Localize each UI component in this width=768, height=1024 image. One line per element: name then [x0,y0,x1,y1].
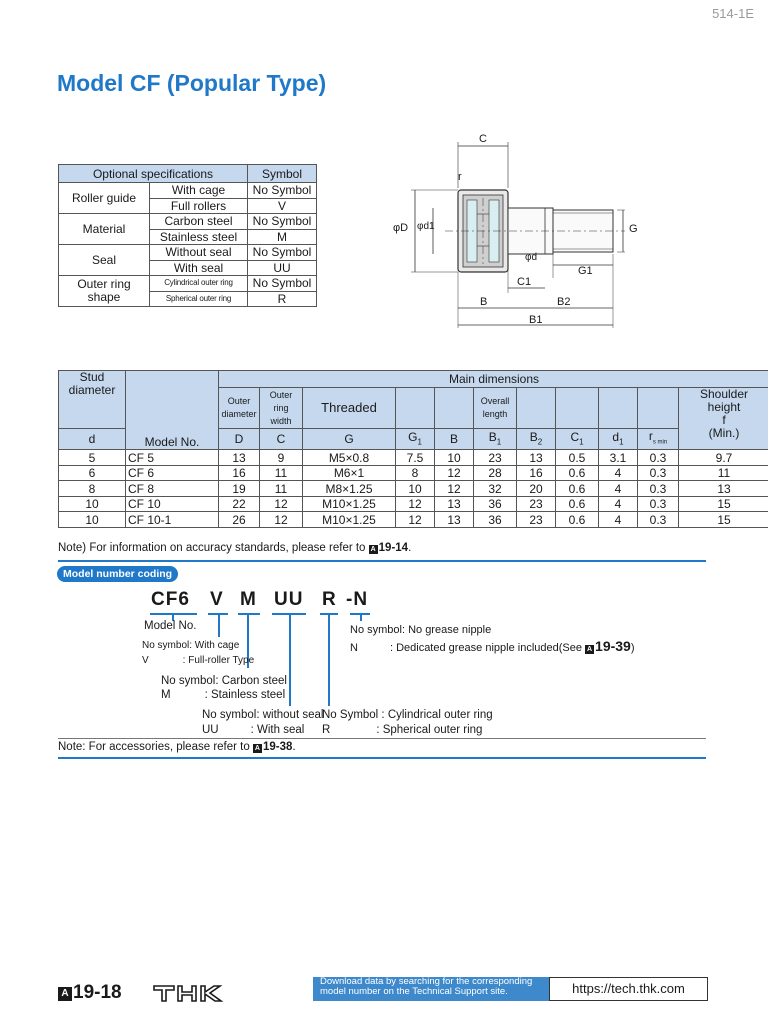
table-cell: 10 [59,496,126,512]
ref-link[interactable]: 19-39 [595,638,631,654]
table-cell: M10×1.25 [303,496,396,512]
code-uu: UU [274,589,304,610]
table-cell: 36 [474,512,517,528]
col-d: d [59,429,126,450]
table-cell: 0.3 [638,481,679,497]
table-cell: 12 [435,465,474,481]
col-C: C [260,429,303,450]
table-cell: 11 [679,465,768,481]
table-cell: 4 [599,512,638,528]
note-accuracy: Note) For information on accuracy standards, please refer to A 19-14. [58,542,412,554]
table-cell: 11 [260,481,303,497]
table-cell: 0.6 [556,465,599,481]
table-cell: 4 [599,496,638,512]
table-cell: 8 [396,465,435,481]
table-cell: 23 [474,450,517,466]
table-row [59,496,768,512]
label-r: r [458,171,462,183]
col-model-no: Model No. [126,371,219,450]
table-cell: 16 [517,465,556,481]
cage-line1: No symbol: With cage [142,640,240,651]
main-dimensions-header: Main dimensions [219,371,768,388]
table-cell: 3.1 [599,450,638,466]
opt-symbol: V [248,198,317,214]
table-cell: 0.3 [638,450,679,466]
table-cell: 19 [219,481,260,497]
label-B: B [480,296,488,308]
opt-item: Stainless steel [150,229,248,245]
blank [599,388,638,429]
table-cell: 12 [396,512,435,528]
code-r: R [322,589,337,610]
material-line2: M : Stainless steel [161,689,286,701]
connector [360,613,362,621]
divider [58,738,706,739]
table-cell: 23 [517,512,556,528]
opt-item: Spherical outer ring [150,291,248,307]
label-C: C [479,133,487,145]
document-number: 514-1E [712,6,754,21]
table-cell: 8 [59,481,126,497]
table-cell: 4 [599,465,638,481]
outer-width-label: Outer ring width [260,388,303,429]
label-phiD: φD [393,222,409,234]
catalog-ref-icon: A [370,546,376,553]
table-cell: 0.5 [556,450,599,466]
opt-item: Without seal [150,245,248,261]
code-v: V [210,589,224,610]
dimensions-table [58,370,768,528]
stud-l2: diameter [68,383,116,397]
opt-symbol: UU [248,260,317,276]
col-d1: $d_1$ [599,429,638,450]
opt-item: With seal [150,260,248,276]
opt-symbol: M [248,229,317,245]
overall-length-label: Overall length [474,388,517,429]
divider [58,757,706,759]
opt-symbol: No Symbol [248,214,317,230]
label-phid: φd [525,252,538,263]
table-cell: 0.3 [638,465,679,481]
opt-group-line1: Outer ring [77,277,131,291]
table-cell: 12 [260,512,303,528]
table-cell: CF 10 [126,496,219,512]
table-cell: CF 6 [126,465,219,481]
table-cell: 13 [435,512,474,528]
table-row [59,450,768,466]
table-cell: 4 [599,481,638,497]
connector [328,613,330,706]
page-number: A 19-18 [58,982,122,1004]
divider [58,560,706,562]
download-line2: model number on the Technical Support site. [320,986,508,997]
seal-line2: UU : With seal [202,724,305,736]
ring-line1: No Symbol : Cylindrical outer ring [322,709,493,721]
table-cell: 12 [260,496,303,512]
table-cell: 36 [474,496,517,512]
label-G: G [629,223,638,235]
table-cell: 0.3 [638,512,679,528]
table-cell: 10 [59,512,126,528]
seal-line1: No symbol: without seal [202,709,324,721]
table-cell: 13 [435,496,474,512]
shoulder-height-label: Shoulder height f (Min.) [679,388,768,450]
blank [396,388,435,429]
table-cell: 9.7 [679,450,768,466]
table-cell: 7.5 [396,450,435,466]
connector [218,613,220,637]
table-cell: 9 [260,450,303,466]
nipple-line1: No symbol: No grease nipple [350,624,492,636]
table-cell: M6×1 [303,465,396,481]
table-cell: 10 [396,481,435,497]
support-url-link[interactable]: https://tech.thk.com [549,977,708,1001]
table-cell: 28 [474,465,517,481]
model-number-coding-badge: Model number coding [57,566,178,582]
stud-l1: Stud [79,370,105,384]
table-cell: 22 [219,496,260,512]
table-cell: 0.6 [556,481,599,497]
catalog-ref-icon: A [587,646,593,653]
col-rs-min: $r_{s min}$ [638,429,679,450]
table-cell: 0.3 [638,496,679,512]
blank [517,388,556,429]
opt-symbol: No Symbol [248,183,317,199]
opt-group: Roller guide [59,183,150,214]
blank [556,388,599,429]
ring-line2: R : Spherical outer ring [322,724,483,736]
arrow-right-icon [534,977,548,1001]
table-cell: 12 [435,481,474,497]
opt-header-spec: Optional specifications [59,165,248,183]
label-G1: G1 [578,265,593,277]
label-phid1: φd1 [417,221,435,232]
download-banner[interactable] [313,977,549,1001]
table-cell: 20 [517,481,556,497]
catalog-ref-icon: A [254,745,260,752]
table-cell: 0.6 [556,512,599,528]
col-G1: $G_1$ [396,429,435,450]
table-cell: 16 [219,465,260,481]
cage-line2: V : Full-roller Type [142,655,255,666]
code-cf6: CF6 [151,589,190,610]
table-cell: 13 [517,450,556,466]
table-cell: 12 [396,496,435,512]
blank [638,388,679,429]
table-row [59,465,768,481]
ref-link[interactable]: 19-14 [378,542,409,554]
connector [289,613,291,706]
col-C1: $C_1$ [556,429,599,450]
label-C1: C1 [517,276,532,288]
page-title: Model CF (Popular Type) [57,70,327,96]
opt-symbol: R [248,291,317,307]
model-no-label: Model No. [144,620,197,632]
cam-follower-drawing [385,128,665,333]
opt-group [59,276,150,307]
col-G: G [303,429,396,450]
nipple-line2: N : Dedicated grease nipple included(See A 19-39) [350,638,635,654]
table-cell: 32 [474,481,517,497]
table-cell: 0.6 [556,496,599,512]
col-stud-diameter [59,371,126,429]
table-cell: 15 [679,512,768,528]
threaded-label: Threaded [303,388,396,429]
table-cell: M5×0.8 [303,450,396,466]
material-line1: No symbol: Carbon steel [161,675,287,687]
table-cell: 6 [59,465,126,481]
label-B2: B2 [557,296,571,308]
ref-link[interactable]: 19-38 [262,741,293,753]
opt-group: Material [59,214,150,245]
opt-symbol: No Symbol [248,276,317,292]
opt-group-line2: shape [87,290,121,304]
table-row [59,481,768,497]
table-cell: CF 5 [126,450,219,466]
code-m: M [240,589,257,610]
table-cell: 13 [679,481,768,497]
download-line1: Download data by searching for the corresponding [320,977,533,987]
dimensions-body [59,450,768,528]
catalog-icon: A [58,987,72,1001]
opt-item: Full rollers [150,198,248,214]
opt-item: With cage [150,183,248,199]
outer-diameter-label: Outer diameter [219,388,260,429]
table-cell: M10×1.25 [303,512,396,528]
opt-symbol: No Symbol [248,245,317,261]
opt-item: Carbon steel [150,214,248,230]
underline [150,613,197,615]
col-B: B [435,429,474,450]
table-cell: 11 [260,465,303,481]
table-cell: 13 [219,450,260,466]
opt-item: Cylindrical outer ring [150,276,248,292]
col-B1: $B_1$ [474,429,517,450]
table-cell: 5 [59,450,126,466]
thk-logo [152,983,228,1003]
note-accessories: Note: For accessories, please refer to A 19-38. [58,741,296,753]
blank [435,388,474,429]
table-cell: 23 [517,496,556,512]
table-cell: M8×1.25 [303,481,396,497]
table-cell: 26 [219,512,260,528]
optional-specifications-table [58,164,317,307]
table-row [59,512,768,528]
underline [238,613,260,615]
table-cell: CF 8 [126,481,219,497]
col-D: D [219,429,260,450]
table-cell: 15 [679,496,768,512]
col-B2: $B_2$ [517,429,556,450]
label-B1: B1 [529,314,543,326]
opt-header-symbol: Symbol [248,165,317,183]
code-n: -N [346,589,369,610]
table-cell: CF 10-1 [126,512,219,528]
opt-group: Seal [59,245,150,276]
table-cell: 10 [435,450,474,466]
